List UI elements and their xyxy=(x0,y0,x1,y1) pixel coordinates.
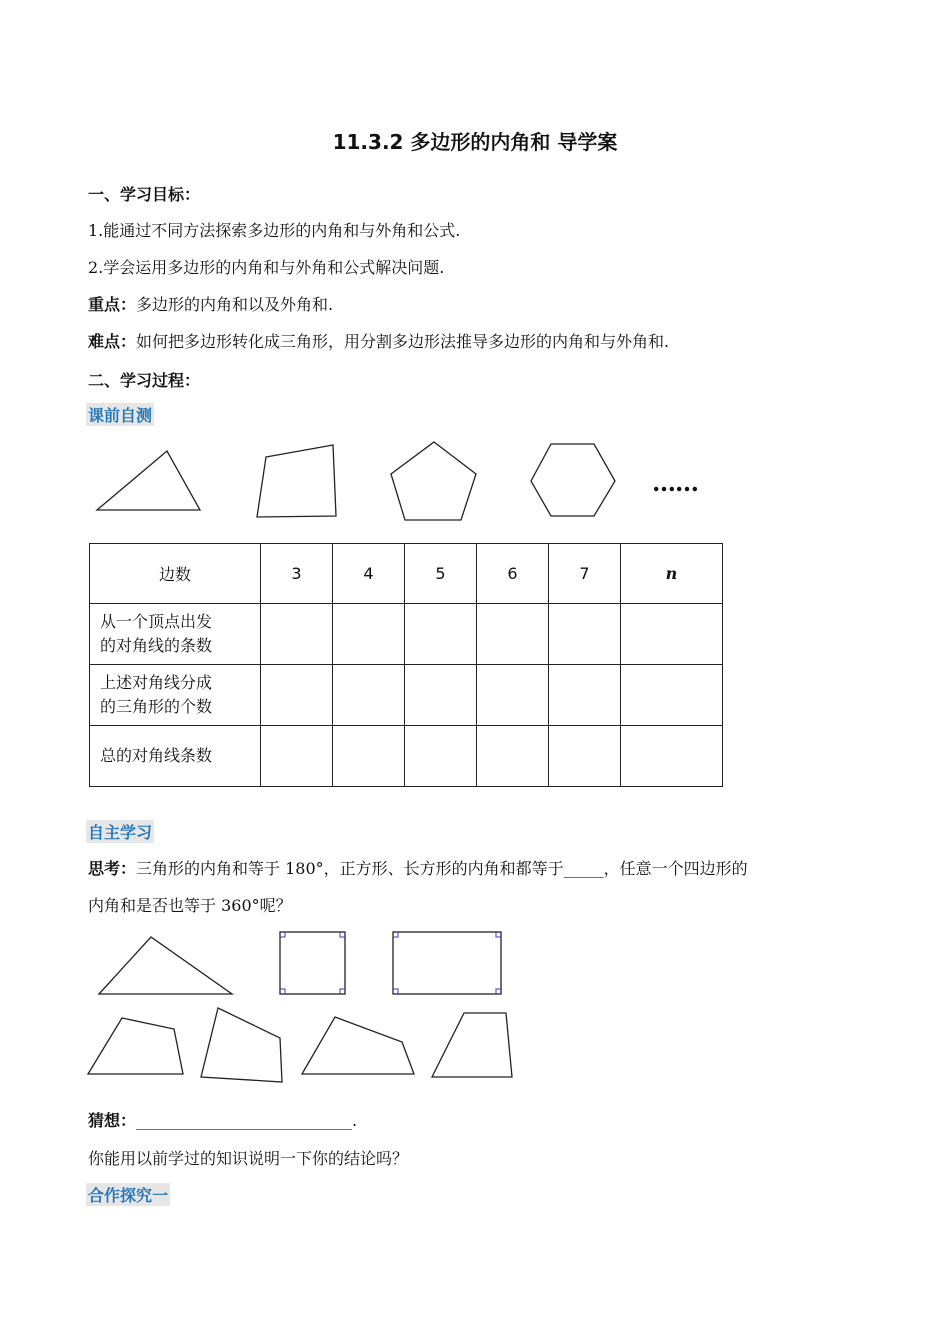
guess-label: 猜想： xyxy=(88,1111,137,1130)
table-cell[interactable] xyxy=(477,726,549,787)
table-cell[interactable] xyxy=(333,726,405,787)
page-title: 11.3.2 多边形的内角和 导学案 xyxy=(332,130,618,154)
quad-shape-1 xyxy=(88,1018,183,1074)
polygon-table xyxy=(89,543,723,787)
pretest-heading: 课前自测 xyxy=(86,403,154,426)
table-row xyxy=(90,665,723,726)
table-header-5: 5 xyxy=(405,544,477,604)
key-point-label: 重点： xyxy=(88,295,137,314)
table-cell[interactable] xyxy=(477,665,549,726)
triangle-shape xyxy=(97,451,200,510)
guess-blank[interactable]: ___________________________. xyxy=(136,1111,358,1130)
table-header-n: n xyxy=(621,544,723,604)
table-cell[interactable] xyxy=(405,665,477,726)
table-cell[interactable] xyxy=(405,726,477,787)
row-label-diagonals-from-vertex: 从一个顶点出发 的对角线的条数 xyxy=(90,604,261,665)
table-header-3: 3 xyxy=(261,544,333,604)
table-cell[interactable] xyxy=(261,665,333,726)
goal-1: 1.能通过不同方法探索多边形的内角和与外角和公式. xyxy=(88,221,461,240)
table-cell[interactable] xyxy=(621,604,723,665)
square-right-angle-marks xyxy=(280,932,345,994)
quadrilateral-shape xyxy=(257,445,336,517)
table-cell[interactable] xyxy=(549,665,621,726)
think-text-1: 三角形的内角和等于 180°，正方形、长方形的内角和都等于_____，任意一个四边形的 xyxy=(136,859,748,878)
section-heading-goals: 一、学习目标： xyxy=(88,185,201,204)
row-label-triangles-count: 上述对角线分成 的三角形的个数 xyxy=(90,665,261,726)
guess-line xyxy=(88,1108,357,1131)
row-label-total-diagonals: 总的对角线条数 xyxy=(90,726,261,787)
table-header-row xyxy=(90,544,723,604)
coop-heading: 合作探究一 xyxy=(86,1183,170,1206)
pentagon-shape xyxy=(391,442,476,520)
goal-2: 2.学会运用多边形的内角和与外角和公式解决问题. xyxy=(88,258,445,277)
rectangle-shape xyxy=(393,932,501,994)
rectangle-right-angle-marks xyxy=(393,932,501,994)
table-cell[interactable] xyxy=(333,604,405,665)
table-cell[interactable] xyxy=(477,604,549,665)
table-row xyxy=(90,604,723,665)
table-cell[interactable] xyxy=(549,604,621,665)
difficult-point-text: 如何把多边形转化成三角形，用分割多边形法推导多边形的内角和与外角和. xyxy=(136,332,670,351)
selfstudy-heading: 自主学习 xyxy=(86,820,154,843)
think-text-2: 内角和是否也等于 360°呢？ xyxy=(88,896,292,915)
table-cell[interactable] xyxy=(261,726,333,787)
table-cell[interactable] xyxy=(621,665,723,726)
square-shape xyxy=(280,932,345,994)
key-point-text: 多边形的内角和以及外角和. xyxy=(136,295,334,314)
hexagon-shape xyxy=(531,444,615,516)
difficult-point-label: 难点： xyxy=(88,332,137,351)
table-cell[interactable] xyxy=(621,726,723,787)
table-cell[interactable] xyxy=(333,665,405,726)
table-header-4: 4 xyxy=(333,544,405,604)
table-header-label: 边数 xyxy=(90,544,261,604)
section-heading-process: 二、学习过程： xyxy=(88,371,201,390)
quad-shape-2 xyxy=(201,1008,282,1082)
think-label: 思考： xyxy=(88,859,137,878)
quad-shape-3 xyxy=(302,1017,414,1074)
trapezoid-shape xyxy=(432,1013,512,1077)
table-cell[interactable] xyxy=(549,726,621,787)
table-row xyxy=(90,726,723,787)
obtuse-triangle-shape xyxy=(99,937,232,994)
table-cell[interactable] xyxy=(405,604,477,665)
ellipsis: …… xyxy=(652,468,698,497)
table-cell[interactable] xyxy=(261,604,333,665)
table-header-6: 6 xyxy=(477,544,549,604)
table-header-7: 7 xyxy=(549,544,621,604)
question-text: 你能用以前学过的知识说明一下你的结论吗？ xyxy=(88,1149,409,1168)
think-line-1 xyxy=(88,856,748,879)
